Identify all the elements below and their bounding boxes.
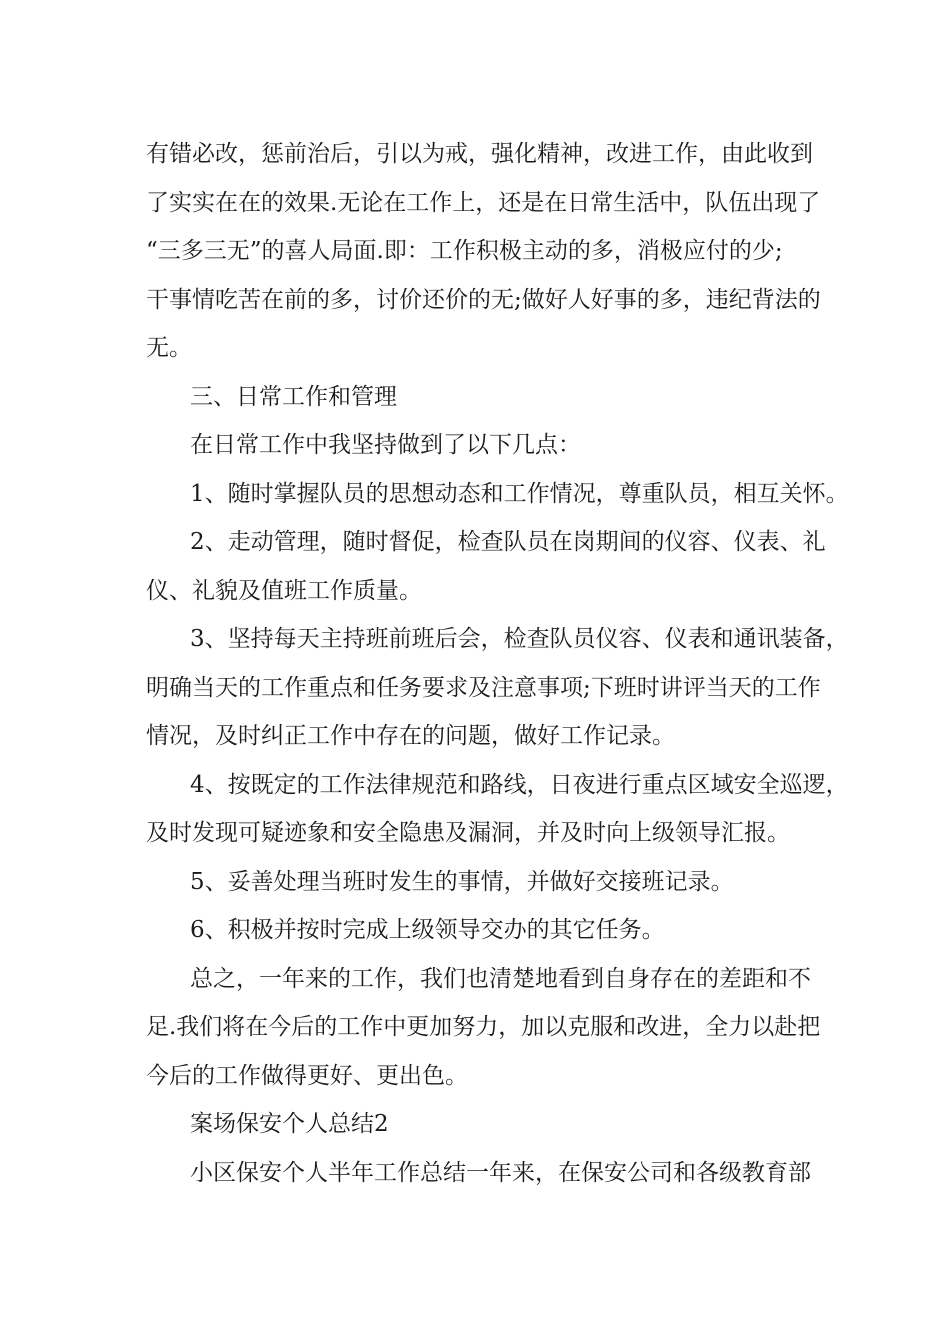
document-body <box>146 130 849 1197</box>
list-item <box>146 906 826 955</box>
text-line: “三多三无”的喜人局面.即：工作积极主动的多，消极应付的少; <box>146 238 783 264</box>
text-line: 6、积极并按时完成上级领导交办的其它任务。 <box>190 917 665 943</box>
section-title <box>146 1100 826 1149</box>
section-heading <box>146 373 826 422</box>
text-line: 总之，一年来的工作，我们也清楚地看到自身存在的差距和不 <box>190 965 811 992</box>
text-line: 小区保安个人半年工作总结一年来，在保安公司和各级教育部 <box>190 1159 811 1186</box>
paragraph <box>146 130 826 373</box>
text-line: 在日常工作中我坚持做到了以下几点： <box>190 432 581 458</box>
list-item <box>146 858 826 907</box>
text-line: 3、坚持每天主持班前班后会，检查队员仪容、仪表和通讯装备， <box>190 626 849 652</box>
list-item <box>146 761 849 858</box>
text-line: 及时发现可疑迹象和安全隐患及漏洞，并及时向上级领导汇报。 <box>146 820 790 846</box>
text-line: 仪、礼貌及值班工作质量。 <box>146 577 422 604</box>
paragraph <box>146 421 826 470</box>
text-line: 有错必改，惩前治后，引以为戒，强化精神，改进工作，由此收到 <box>146 141 813 167</box>
paragraph <box>146 1149 826 1198</box>
text-line: 干事情吃苦在前的多，讨价还价的无;做好人好事的多，违纪背法的 <box>146 286 821 313</box>
text-line: 2、走动管理，随时督促，检查队员在岗期间的仪容、仪表、礼 <box>190 529 826 555</box>
text-line: 4、按既定的工作法律规范和路线，日夜进行重点区域安全巡逻， <box>190 771 849 798</box>
text-line: 足.我们将在今后的工作中更加努力，加以克服和改进，全力以赴把 <box>146 1014 821 1040</box>
text-line: 无。 <box>146 335 192 361</box>
list-item <box>146 518 826 615</box>
text-line: 了实实在在的效果.无论在工作上，还是在日常生活中，队伍出现了 <box>146 189 821 216</box>
text-line: 明确当天的工作重点和任务要求及注意事项;下班时讲评当天的工作 <box>146 674 821 701</box>
text-line: 今后的工作做得更好、更出色。 <box>146 1062 468 1089</box>
list-item <box>146 470 849 519</box>
text-line: 情况，及时纠正工作中存在的问题，做好工作记录。 <box>146 723 675 749</box>
paragraph <box>146 955 826 1101</box>
text-line: 三、日常工作和管理 <box>190 383 397 410</box>
text-line: 1、随时掌握队员的思想动态和工作情况，尊重队员，相互关怀。 <box>190 480 849 507</box>
text-line: 5、妥善处理当班时发生的事情，并做好交接班记录。 <box>190 868 734 895</box>
text-line: 案场保安个人总结2 <box>190 1111 389 1137</box>
list-item <box>146 615 849 761</box>
